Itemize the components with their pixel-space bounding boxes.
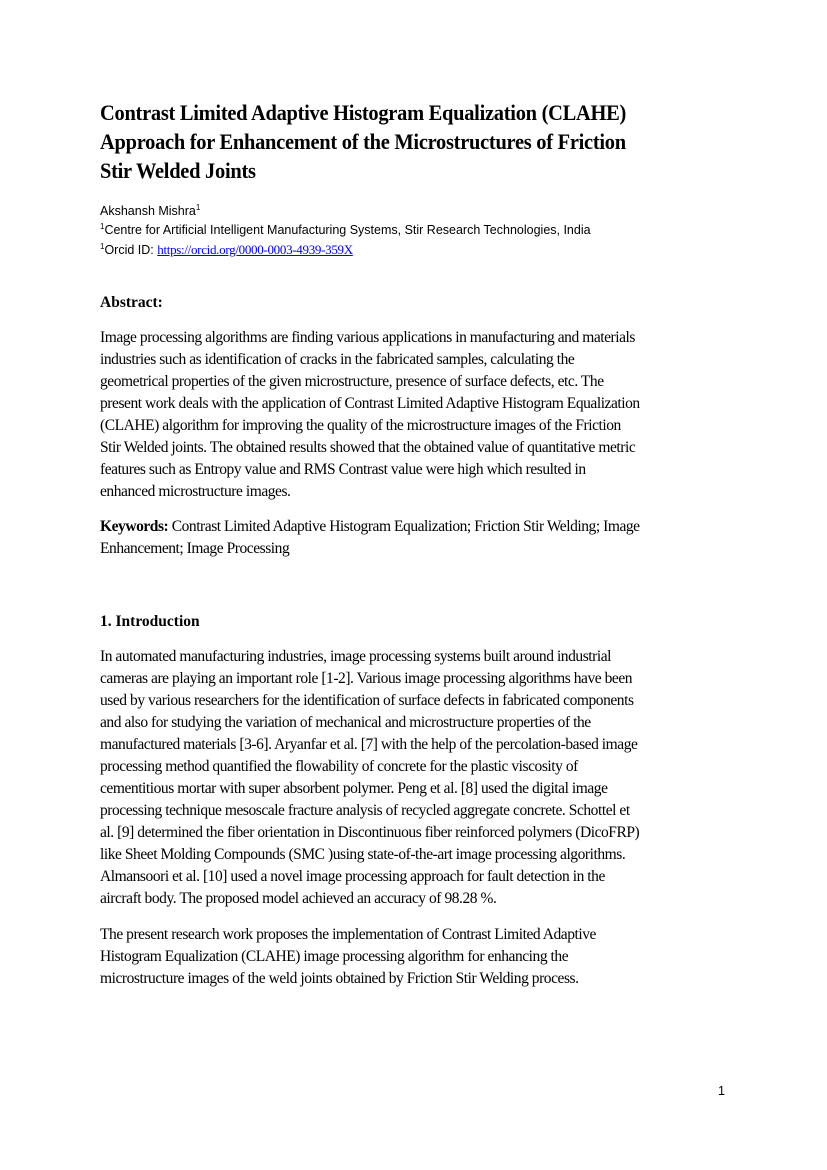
keywords-label: Keywords: <box>100 518 169 535</box>
paragraph-line: processing technique mesoscale fracture analysis of recycled aggregate concrete. Schottel et <box>100 802 630 819</box>
paper-title <box>100 98 695 185</box>
paragraph-line: cementitious mortar with super absorbent polymer. Peng et al. [8] used the digital image <box>100 780 608 797</box>
author-line <box>100 202 740 221</box>
abstract-body <box>100 327 730 503</box>
title-line: Approach for Enhancement of the Microstructures of Friction <box>100 129 626 154</box>
abstract-line: (CLAHE) algorithm for improving the quality of the microstructure images of the Friction <box>100 417 621 434</box>
orcid-label: Orcid ID: <box>104 243 158 257</box>
paragraph-line: al. [9] determined the fiber orientation in Discontinuous fiber reinforced polymers (DicoFRP) <box>100 824 640 841</box>
title-line: Stir Welded Joints <box>100 158 256 183</box>
paragraph-line: processing method quantified the flowability of concrete for the plastic viscosity of <box>100 758 578 775</box>
paragraph-line: In automated manufacturing industries, image processing systems built around industrial <box>100 648 611 665</box>
abstract-line: present work deals with the application of Contrast Limited Adaptive Histogram Equalization <box>100 395 640 412</box>
abstract-line: Stir Welded joints. The obtained results showed that the obtained value of quantitative metric <box>100 439 636 456</box>
paragraph-line: Almansoori et al. [10] used a novel image processing approach for fault detection in the <box>100 868 605 885</box>
paragraph-line: microstructure images of the weld joints obtained by Friction Stir Welding process. <box>100 970 579 987</box>
paragraph-line: used by various researchers for the identification of surface defects in fabricated components <box>100 692 634 709</box>
author-block <box>100 202 740 260</box>
introduction-heading: 1. Introduction <box>100 613 200 630</box>
paragraph-line: aircraft body. The proposed model achieved an accuracy of 98.28 %. <box>100 890 497 907</box>
introduction-paragraph-1 <box>100 646 730 910</box>
paragraph-line: The present research work proposes the implementation of Contrast Limited Adaptive <box>100 926 596 943</box>
paragraph-line: and also for studying the variation of mechanical and microstructure properties of the <box>100 714 591 731</box>
abstract-line: Image processing algorithms are finding various applications in manufacturing and materials <box>100 329 635 346</box>
keywords-text: Contrast Limited Adaptive Histogram Equalization; Friction Stir Welding; Image <box>168 518 640 535</box>
affiliation-superscript: 1 <box>100 222 105 231</box>
affiliation-text: Centre for Artificial Intelligent Manufacturing Systems, Stir Research Technologies, India <box>104 223 591 237</box>
author-superscript: 1 <box>195 203 201 212</box>
keywords-line <box>100 516 730 538</box>
orcid-superscript: 1 <box>100 242 105 251</box>
abstract-line: geometrical properties of the given microstructure, presence of surface defects, etc. The <box>100 373 604 390</box>
keywords-line: Enhancement; Image Processing <box>100 540 290 557</box>
introduction-paragraph-2 <box>100 924 730 990</box>
page-number: 1 <box>718 1084 725 1098</box>
abstract-line: enhanced microstructure images. <box>100 483 291 500</box>
paragraph-line: cameras are playing an important role [1-2]. Various image processing algorithms have been <box>100 670 633 687</box>
author-name: Akshansh Mishra <box>100 204 196 218</box>
title-line: Contrast Limited Adaptive Histogram Equalization (CLAHE) <box>100 100 627 125</box>
paragraph-line: Histogram Equalization (CLAHE) image processing algorithm for enhancing the <box>100 948 569 965</box>
abstract-line: industries such as identification of cracks in the fabricated samples, calculating the <box>100 351 575 368</box>
affiliation-line <box>100 221 740 240</box>
orcid-link[interactable]: https://orcid.org/0000-0003-4939-359X <box>157 242 353 257</box>
abstract-line: features such as Entropy value and RMS Contrast value were high which resulted in <box>100 461 586 478</box>
paragraph-line: like Sheet Molding Compounds (SMC )using state-of-the-art image processing algorithms. <box>100 846 626 863</box>
paragraph-line: manufactured materials [3-6]. Aryanfar et al. [7] with the help of the percolation-based image <box>100 736 638 753</box>
orcid-line <box>100 240 740 260</box>
abstract-heading: Abstract: <box>100 294 163 311</box>
keywords-block <box>100 516 730 560</box>
